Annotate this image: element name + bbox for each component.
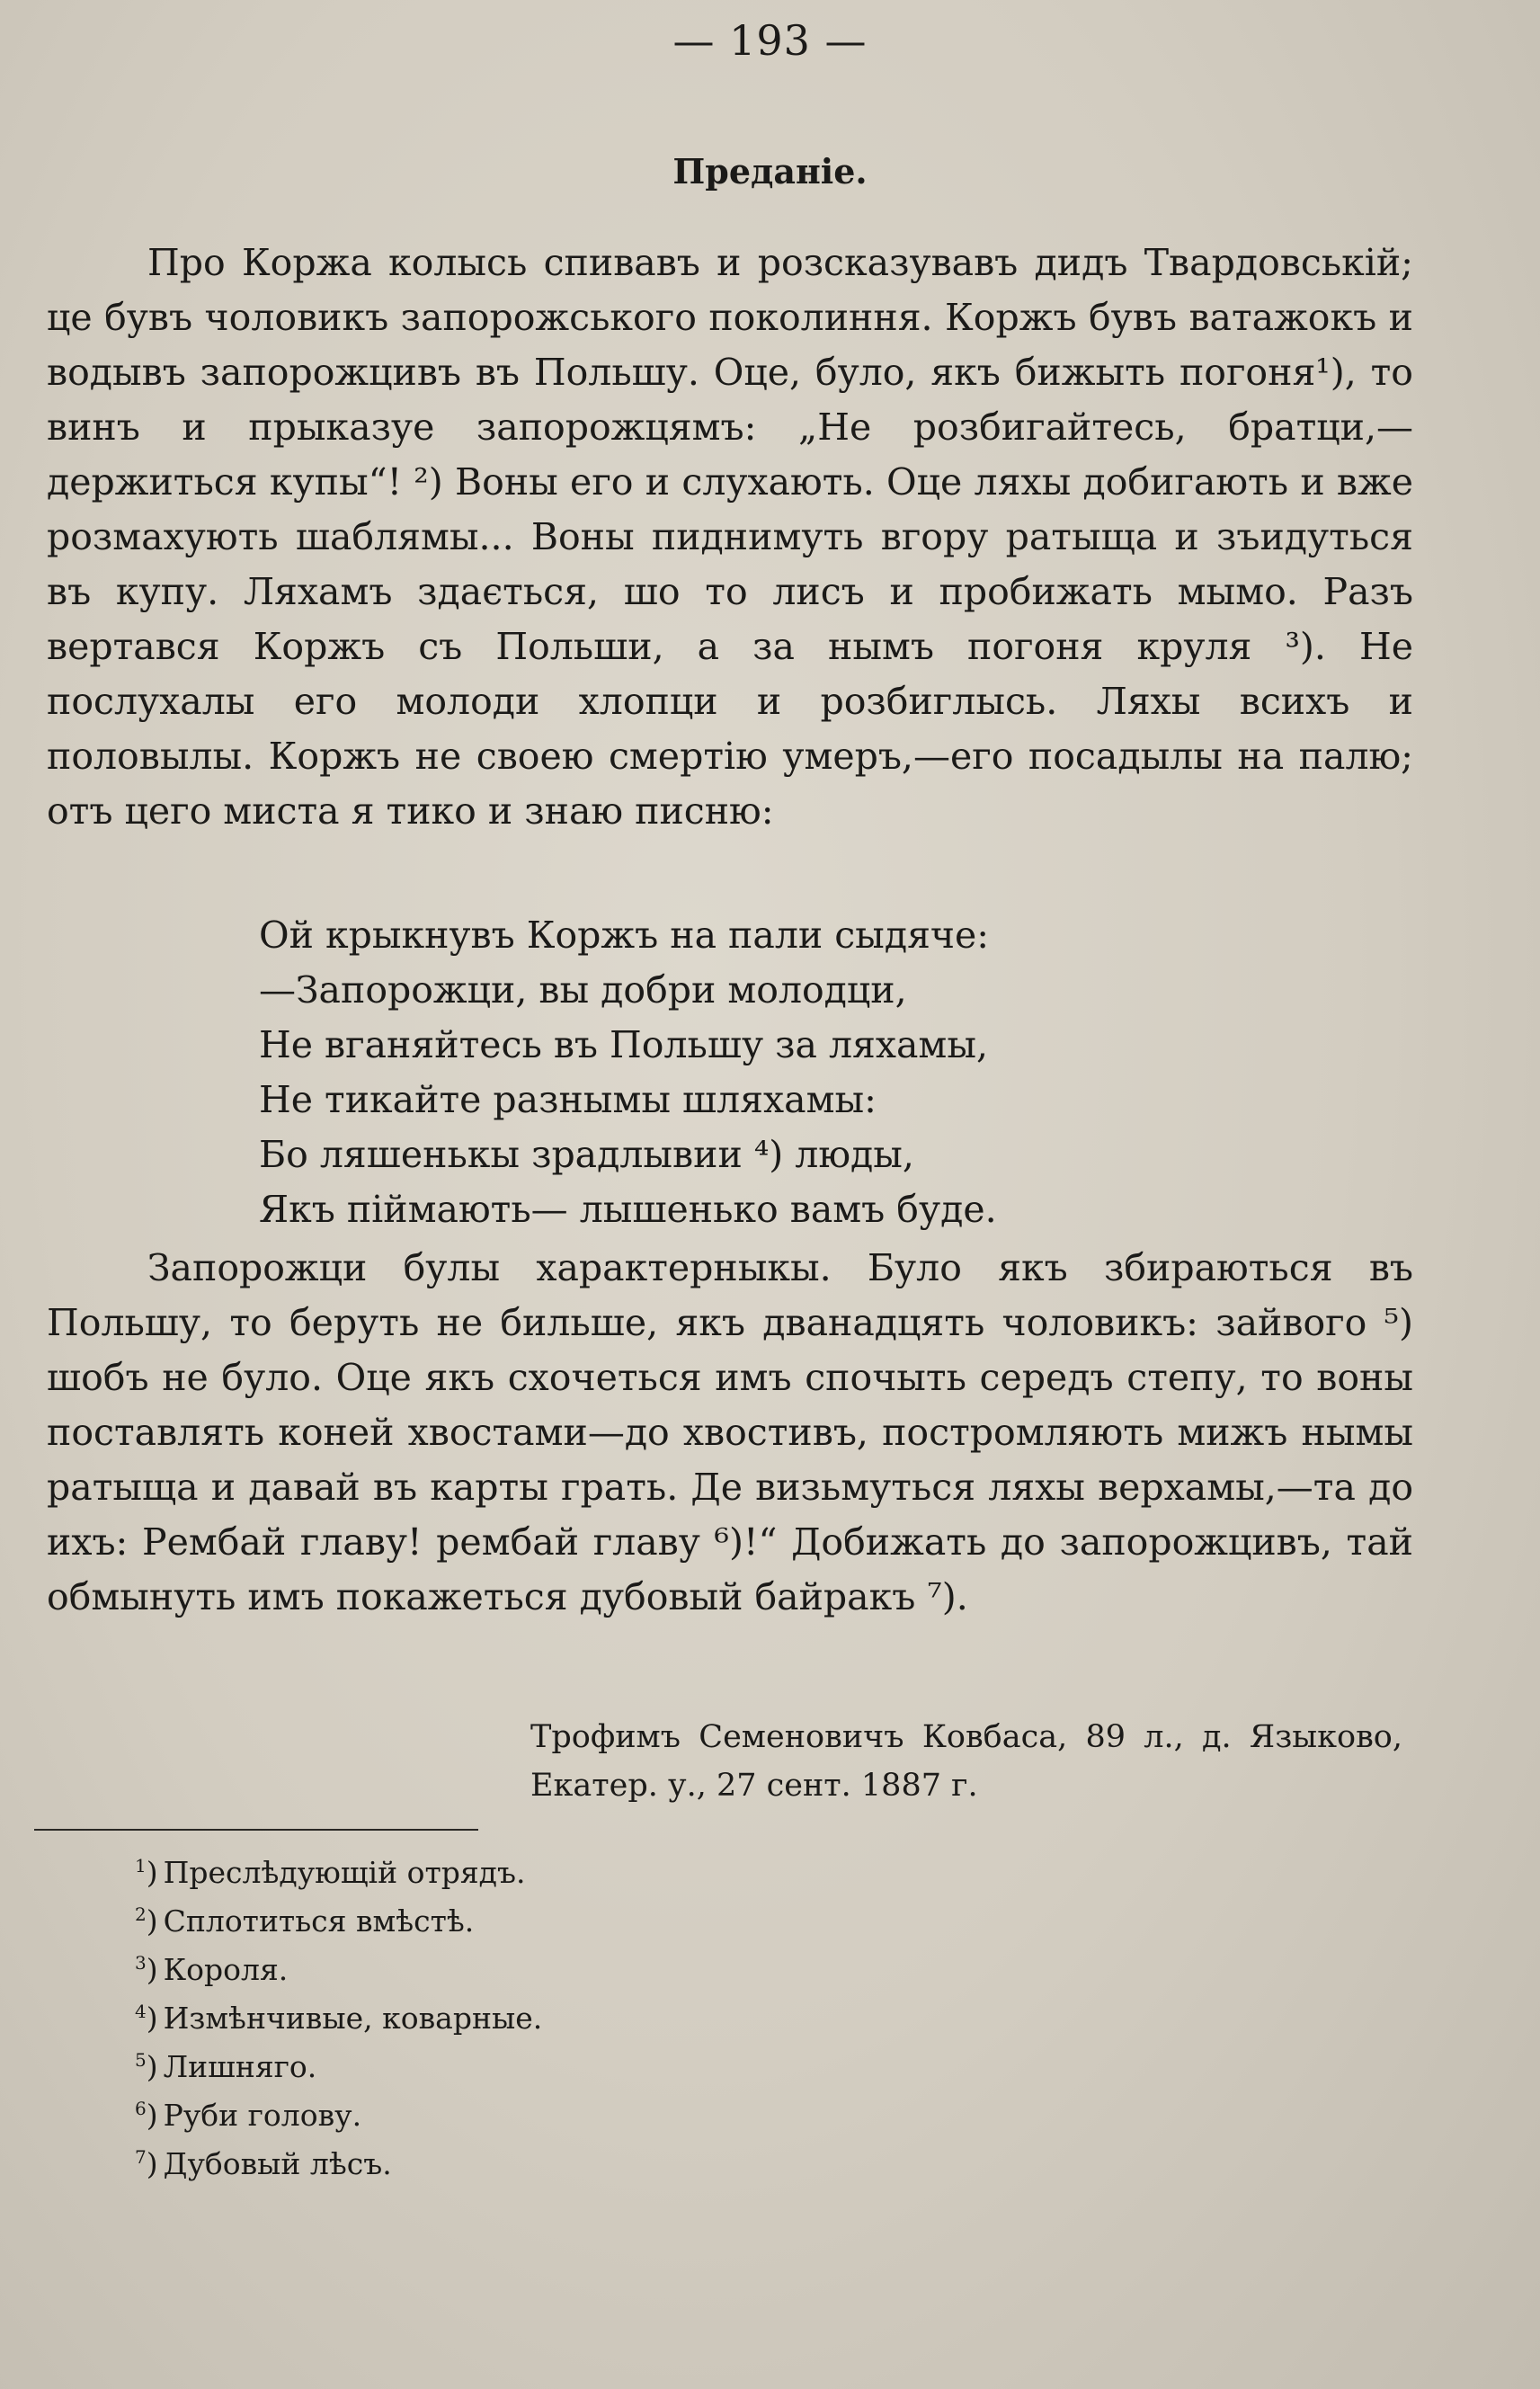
footnote-text: Дубовый лѣсъ. <box>163 2146 392 2181</box>
footnote-mark: 5 <box>135 2049 147 2071</box>
footnote-text: Лишняго. <box>163 2049 317 2084</box>
footnote: $^2$) Сплотиться вмѣстѣ. <box>135 1903 475 1939</box>
footnote-divider <box>34 1829 478 1831</box>
footnote-text: Короля. <box>163 1952 289 1987</box>
footnote: $^6$) Руби голову. <box>135 2098 362 2133</box>
footnote-mark: 4 <box>135 2001 147 2022</box>
poem <box>259 908 997 1237</box>
main-text <box>47 236 1413 839</box>
page-number: — 193 — <box>672 16 868 65</box>
page-title: Преданіе. <box>672 151 868 192</box>
footnote-text: Сплотиться вмѣстѣ. <box>163 1903 475 1939</box>
poem-line: Не вганяйтесь въ Польшу за ляхамы, <box>259 1023 988 1066</box>
signature: Трофимъ Семеновичъ Ковбаса, 89 л., д. Языково, Екатер. у., 27 сент. 1887 г. <box>530 1719 1402 1804</box>
footnote-text: Измѣнчивые, коварные. <box>163 2001 543 2036</box>
poem-line: Не тикайте разнымы шляхамы: <box>259 1078 877 1121</box>
footnote: $^5$) Лишняго. <box>135 2049 317 2084</box>
paragraph-2: Запорожци булы характерныкы. Було якъ збираються въ Польшу, то беруть не бильше, якъ дванадцять чоловикъ: зайвого ⁵) шобъ не було. Оце якъ схочеться имъ спочыть середъ степу, то воны поставлять коней хвостами—до хвостивъ, постромляють мижъ нымы ратыща и давай въ карты грать. Де визьмуться ляхы верхамы,—та до ихъ: Рембай главу! рембай главу ⁶)!“ Добижать до запорожцивъ, тай обмынуть имъ покажеться дубовый байракъ ⁷). <box>47 1246 1413 1618</box>
footnotes <box>135 1845 542 2185</box>
poem-line: Якъ пiймають— лышенько вамъ буде. <box>259 1188 997 1231</box>
footnote-mark: 6 <box>135 2098 147 2119</box>
footnote-text: Руби голову. <box>163 2098 362 2133</box>
footnote: $^3$) Короля. <box>135 1952 289 1987</box>
footnote: $^1$) Преслѣдующій отрядъ. <box>135 1855 526 1890</box>
poem-line: —Запорожци, вы добри молодци, <box>259 968 907 1012</box>
footnote-mark: 3 <box>135 1952 147 1974</box>
footnote-mark: 1 <box>135 1855 147 1876</box>
poem-line: Ой крыкнувъ Коржъ на пали сыдяче: <box>259 914 990 957</box>
poem-line: Бо ляшенькы зрадлывии ⁴) люды, <box>259 1133 914 1176</box>
footnote-text: Преслѣдующій отрядъ. <box>163 1855 526 1890</box>
footnote: $^4$) Измѣнчивые, коварные. <box>135 2001 543 2036</box>
main-text-continued <box>47 1241 1413 1625</box>
paragraph-1: Про Коржа колысь спивавъ и розсказувавъ дидъ Твардовській; це бувъ чоловикъ запорожського поколиння. Коржъ бувъ ватажокъ и водывъ запорожцивъ въ Польшу. Оце, було, якъ бижыть погоня¹), то винъ и прыказуе запорожцямъ: „Не розбигайтесь, братци,—держиться купы“! ²) Воны его и слухають. Оце ляхы добигають и вже розмахують шаблямы... Воны пиднимуть вгору ратыща и зъидуться въ купу. Ляхамъ здається, шо то лисъ и пробижать мымо. Разъ вертався Коржъ съ Польши, а за нымъ погоня круля ³). Не послухалы его молоди хлопци и розбиглысь. Ляхы всихъ и половылы. Коржъ не своею смертію умеръ,—его посадылы на палю; отъ цего миста я тико и знаю писню: <box>47 241 1413 833</box>
footnote-mark: 7 <box>135 2146 147 2168</box>
footnote-mark: 2 <box>135 1903 147 1925</box>
footnote: $^7$) Дубовый лѣсъ. <box>135 2146 392 2181</box>
